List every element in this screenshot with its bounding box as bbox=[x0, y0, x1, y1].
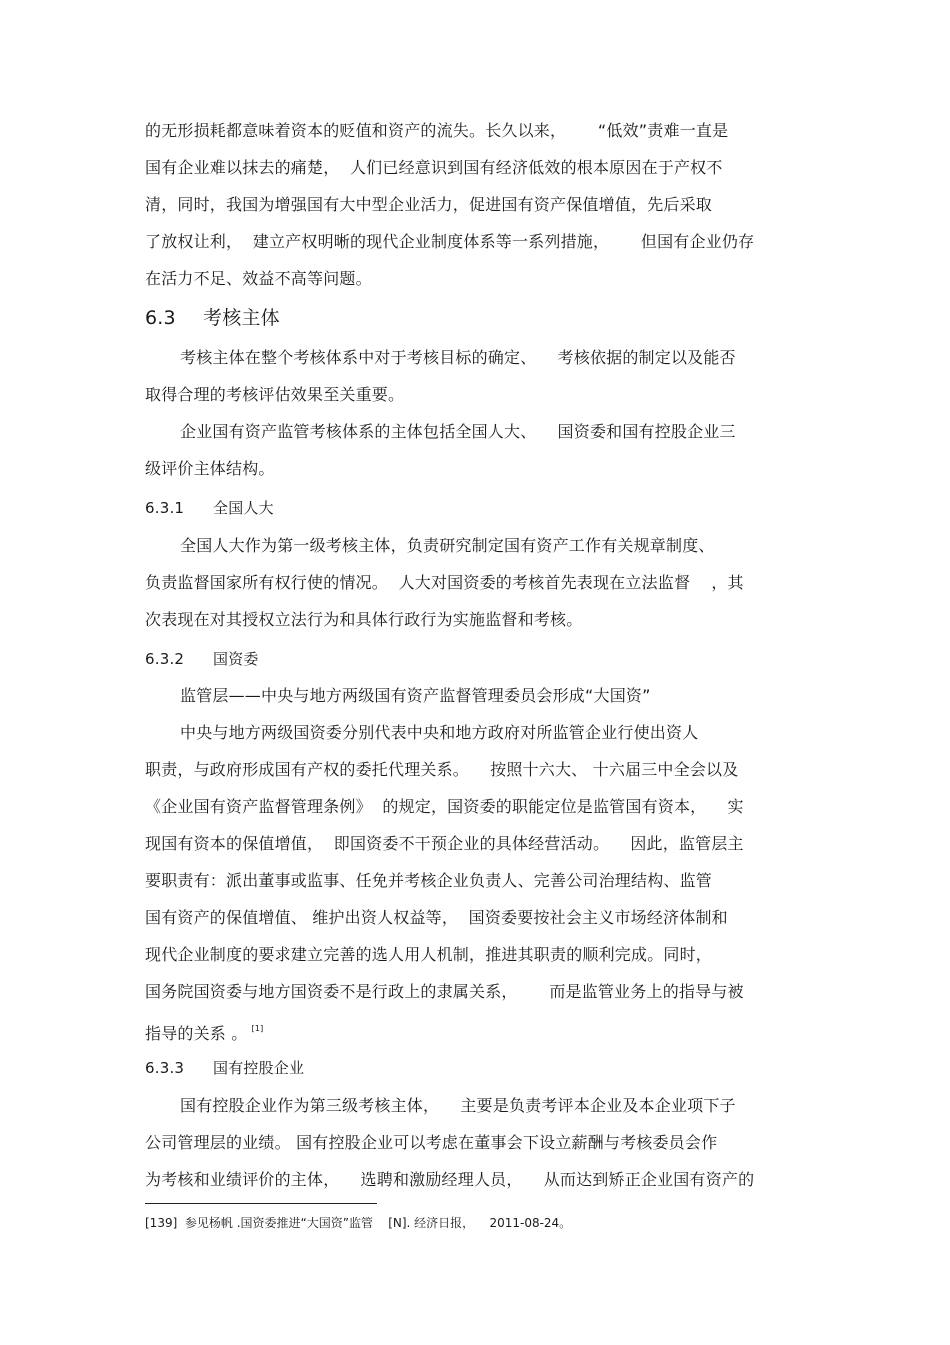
body-text-line: 职责，与政府形成国有产权的委托代理关系。 按照十六大、 十六届三中全会以及 bbox=[145, 760, 739, 779]
subsection-heading-6-3-1 bbox=[145, 498, 274, 518]
body-text-line: 中央与地方两级国资委分别代表中央和地方政府对所监管企业行使出资人 bbox=[180, 723, 699, 742]
section-number: 6.3 bbox=[145, 307, 176, 329]
subsection-title: 国资委 bbox=[213, 650, 259, 668]
section-heading-6-3 bbox=[145, 306, 280, 330]
body-text-line: 考核主体在整个考核体系中对于考核目标的确定、 考核依据的制定以及能否 bbox=[180, 348, 736, 367]
body-text-line: 国有企业难以抹去的痛楚， 人们已经意识到国有经济低效的根本原因在于产权不 bbox=[145, 158, 723, 177]
body-text-line: 清，同时，我国为增强国有大中型企业活力，促进国有资产保值增值，先后采取 bbox=[145, 195, 713, 214]
body-text-line: 的无形损耗都意味着资本的贬值和资产的流失。长久以来， “低效”责难一直是 bbox=[145, 121, 729, 140]
subsection-title: 全国人大 bbox=[213, 499, 274, 517]
body-text-line: 国有资产的保值增值、 维护出资人权益等， 国资委要按社会主义市场经济体制和 bbox=[145, 908, 728, 927]
body-text-line: 级评价主体结构。 bbox=[145, 459, 275, 478]
subsection-number: 6.3.2 bbox=[145, 650, 185, 668]
body-text-line: 国有控股企业作为第三级考核主体， 主要是负责考评本企业及本企业项下子 bbox=[180, 1096, 736, 1115]
footnote-divider bbox=[145, 1203, 377, 1204]
body-text-line: 全国人大作为第一级考核主体，负责研究制定国有资产工作有关规章制度、 bbox=[180, 536, 715, 555]
body-text-line: 取得合理的考核评估效果至关重要。 bbox=[145, 385, 405, 404]
subsection-number: 6.3.1 bbox=[145, 499, 185, 517]
body-text-line: 现国有资本的保值增值， 即国资委不干预企业的具体经营活动。 因此，监管层主 bbox=[145, 834, 744, 853]
body-text-line: 现代企业制度的要求建立完善的选人用人机制，推进其职责的顺利完成。同时， bbox=[145, 945, 713, 964]
body-text-fragment: 指导的关系 。 bbox=[145, 1024, 248, 1043]
subsection-number: 6.3.3 bbox=[145, 1059, 185, 1077]
subsection-title: 国有控股企业 bbox=[213, 1059, 305, 1077]
body-text-line: 负责监督国家所有权行使的情况。 人大对国资委的考核首先表现在立法监督 ，其 bbox=[145, 573, 744, 592]
subsection-heading-6-3-3 bbox=[145, 1058, 304, 1078]
body-text-line: 了放权让利， 建立产权明晰的现代企业制度体系等一系列措施， 但国有企业仍存 bbox=[145, 232, 755, 251]
body-text-line: 公司管理层的业绩。 国有控股企业可以考虑在董事会下设立薪酬与考核委员会作 bbox=[145, 1133, 718, 1152]
body-text-line bbox=[145, 1019, 263, 1044]
body-text-line: 在活力不足、效益不高等问题。 bbox=[145, 269, 372, 288]
subsection-heading-6-3-2 bbox=[145, 649, 259, 669]
subhead-line: 监管层——中央与地方两级国有资产监督管理委员会形成“大国资” bbox=[180, 686, 651, 705]
body-text-line: 国务院国资委与地方国资委不是行政上的隶属关系， 而是监管业务上的指导与被 bbox=[145, 982, 744, 1001]
footnote-reference[interactable]: [1] bbox=[251, 1024, 264, 1033]
body-text-line: 为考核和业绩评价的主体， 选聘和激励经理人员， 从而达到矫正企业国有资产的 bbox=[145, 1170, 755, 1189]
body-text-line: 次表现在对其授权立法行为和具体行政行为实施监督和考核。 bbox=[145, 610, 583, 629]
body-text-line: 企业国有资产监管考核体系的主体包括全国人大、 国资委和国有控股企业三 bbox=[180, 422, 736, 441]
body-text-line: 《企业国有资产监督管理条例》 的规定，国资委的职能定位是监管国有资本， 实 bbox=[145, 797, 744, 816]
footnote-text: [139] 参见杨帆 .国资委推进“大国资”监管 [N]. 经济日报， 2011-08-24。 bbox=[145, 1216, 572, 1230]
body-text-line: 要职责有：派出董事或监事、任免并考核企业负责人、完善公司治理结构、监管 bbox=[145, 871, 713, 890]
section-title: 考核主体 bbox=[203, 307, 280, 329]
